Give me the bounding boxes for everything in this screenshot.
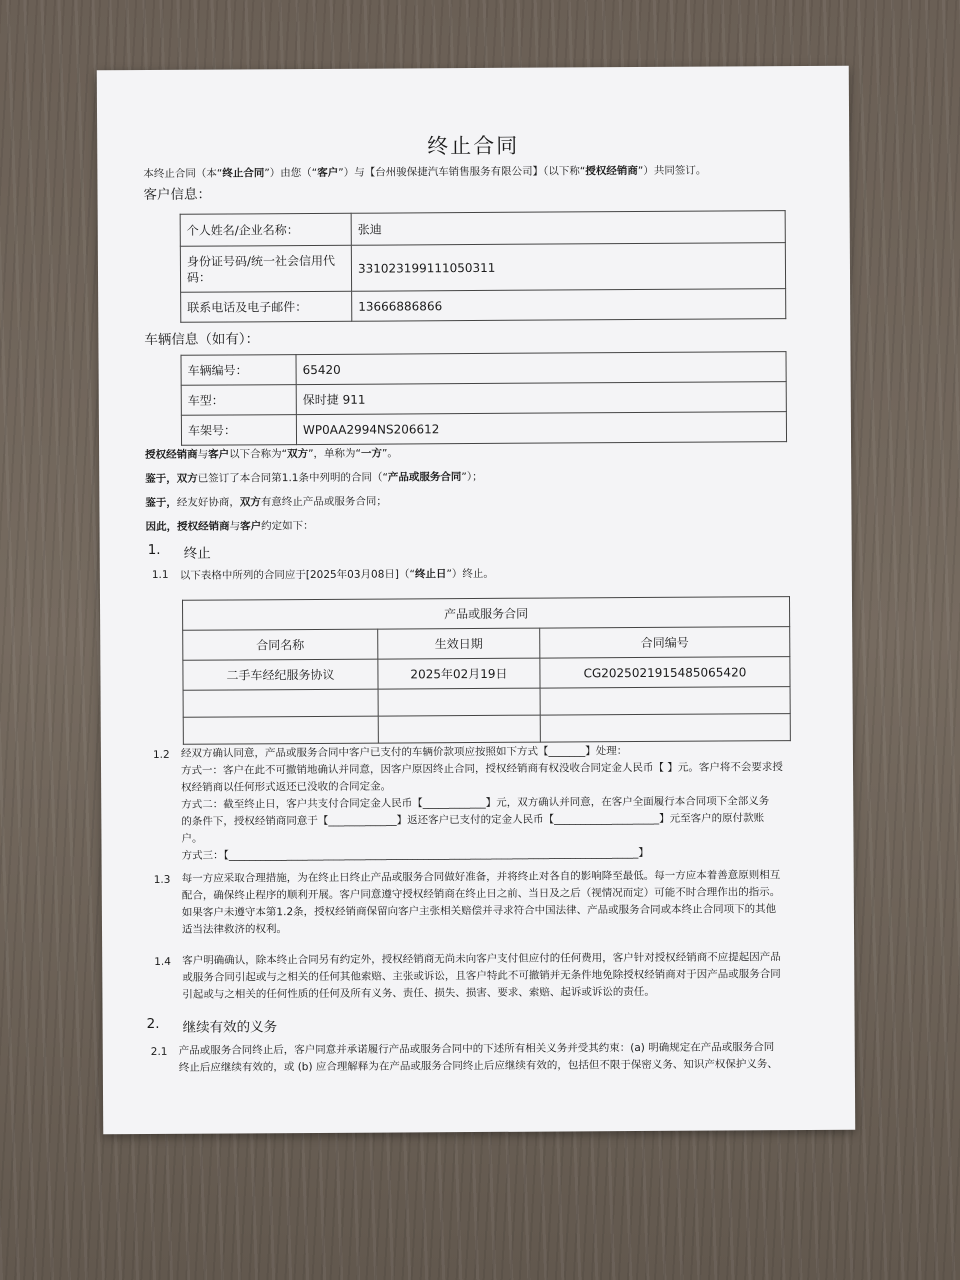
clause-text: ”）终止。 [446, 567, 494, 581]
intro-text: ”）与【台州骏保捷汽车销售服务有限公司】（以下称“ [338, 165, 586, 179]
clause-line: 客户明确确认，除本终止合同另有约定外，授权经销商无尚未向客户支付但应付的任何费用，客户针对授权经销商不应提起因产品 [182, 951, 781, 967]
table-cell [378, 688, 540, 716]
clause-line: 引起或与之相关的任何性质的任何及所有义务、责任、损失、损害、要求、索赔、起诉或诉讼的责任。 [182, 985, 655, 1001]
clause-2-1-number: 2.1 [150, 1045, 168, 1058]
therefore-bold: 因此，授权经销商 [145, 520, 230, 534]
clause-1-2-text [181, 742, 784, 865]
whereas-bold: 双方 [239, 496, 261, 509]
clause-line: 每一方应采取合理措施，为在终止日终止产品或服务合同做好准备，并将终止对各自的影响降至最低。每一方应本着善意原则相互 [181, 869, 781, 885]
clause-line: 户。 [181, 832, 203, 845]
table-cell [540, 714, 790, 743]
intro-text: 本终止合同（本“ [143, 167, 223, 181]
parties-definition [145, 446, 398, 462]
field-label: 联系电话及电子邮件： [181, 291, 352, 322]
clause-1-3-number: 1.3 [153, 873, 171, 886]
clause-line: 或服务合同引起或与之相关的任何其他索赔、主张或诉讼，且客户特此不可撤销并无条件地免除授权经销商对于因产品或服务合同 [182, 968, 781, 984]
table-header-row [183, 627, 790, 661]
def-bold: 授权经销商 [145, 448, 198, 462]
header-cell: 合同名称 [183, 629, 378, 660]
table-row [180, 243, 785, 293]
clause-1-1-text [180, 567, 494, 583]
def-bold: 客户 [208, 448, 230, 461]
field-label: 身份证号码/统一社会信用代码： [180, 245, 351, 292]
section-1-title: 终止 [183, 545, 211, 562]
clause-1-1-number: 1.1 [151, 568, 169, 581]
table-caption-row [182, 597, 789, 631]
therefore-text: 与 [229, 520, 241, 533]
whereas-bold: 双方 [176, 472, 198, 485]
clause-bold: 终止日 [414, 568, 447, 581]
table-cell [183, 689, 378, 717]
contract-page [97, 66, 855, 1135]
clause-line: 经双方确认同意，产品或服务合同中客户已支付的车辆价款项应按照如下方式【_______】处理： [180, 745, 628, 760]
def-bold: 双方 [287, 448, 309, 461]
clause-line: 方式一：客户在此不可撤销地确认并同意，因客户原因终止合同，授权经销商有权没收合同定金人民币【 】元。客户将不会要求授 [181, 761, 783, 777]
field-label: 个人姓名/企业名称： [180, 213, 351, 246]
table-row-empty [183, 714, 790, 745]
table-row [181, 352, 786, 386]
section-2-number: 2. [146, 1015, 160, 1033]
whereas-bold: 鉴于， [145, 472, 177, 486]
section-2-title: 继续有效的义务 [182, 1019, 278, 1036]
whereas-text: ”）； [461, 470, 483, 484]
intro-bold: 终止合同 [222, 167, 265, 180]
clause-line: 方式三：【______________________________________________________________________________】 [181, 846, 649, 862]
def-text: ”，单称为“ [308, 447, 361, 461]
customer-info-table [180, 210, 787, 323]
section-1-number: 1. [147, 541, 161, 559]
vehicle-info-heading: 车辆信息（如有）： [144, 331, 260, 349]
table-row-empty [183, 687, 790, 718]
intro-paragraph [143, 164, 706, 181]
clause-line: 适当法律救济的权利。 [181, 923, 288, 936]
field-value: 65420 [296, 352, 786, 385]
intro-bold: 授权经销商 [585, 165, 638, 178]
table-row [183, 657, 790, 691]
clause-line: 方式二：截至终止日，客户共支付合同定金人民币【____________】元，双方确认并同意，在客户全面履行本合同项下全部义务 [181, 795, 770, 811]
clause-1-2-number: 1.2 [152, 748, 170, 761]
field-value: 保时捷 911 [296, 382, 786, 415]
table-cell [378, 715, 540, 743]
therefore-bold: 客户 [240, 520, 262, 533]
whereas-text: 经友好协商， [176, 496, 240, 509]
vehicle-info-table [180, 351, 787, 446]
table-cell: 2025年02月19日 [378, 658, 540, 689]
customer-info-heading: 客户信息： [143, 186, 212, 204]
whereas-text: 已签订了本合同第1.1条中列明的合同（“ [197, 471, 388, 485]
clause-2-1-text [179, 1039, 778, 1077]
intro-bold: 客户 [317, 166, 339, 179]
field-value: 331023199111050311 [351, 243, 785, 292]
whereas-bold: 鉴于， [145, 496, 177, 510]
clause-text: 以下表格中所列的合同应于[2025年03月08日]（“ [179, 568, 415, 582]
def-text: 与 [197, 448, 209, 461]
therefore-text: 约定如下： [261, 519, 314, 533]
whereas-clause-1 [145, 470, 482, 486]
def-text: 以下合称为“ [229, 448, 288, 461]
table-cell [540, 687, 790, 716]
clause-line: 配合，确保终止程序的顺利开展。客户同意遵守授权经销商在终止日之前、当日及之后（视情况而定）可能不时合理作出的指示。 [181, 886, 781, 902]
therefore-clause [146, 519, 314, 534]
header-cell: 生效日期 [378, 628, 540, 659]
intro-text: ”）由您（“ [264, 166, 318, 180]
table-row [180, 211, 785, 247]
clause-1-4-number: 1.4 [154, 955, 171, 968]
table-cell: 二手车经纪服务协议 [183, 659, 378, 690]
clause-line: 终止后应继续有效的，或 (b) 应合理解释为在产品或服务合同终止后应继续有效的，包括但不限于保密义务、知识产权保护义务、 [178, 1058, 778, 1074]
table-cell [183, 716, 378, 744]
intro-text: ”）共同签订。 [637, 164, 707, 178]
field-label: 车辆编号： [181, 355, 296, 386]
contract-table [182, 596, 791, 745]
table-row [181, 289, 786, 323]
clause-line: 权经销商以任何形式返还已没收的合同定金。 [181, 780, 392, 794]
clause-line: 的条件下，授权经销商同意于【_____________】返还客户已支付的定金人民币【____________________】元至客户的原付款账 [181, 812, 765, 828]
field-label: 车型： [181, 385, 296, 416]
field-value: WP0AA2994NS206612 [296, 412, 786, 445]
whereas-bold: 产品或服务合同 [387, 471, 462, 484]
clause-1-4-text [182, 949, 781, 1004]
clause-1-3-text [182, 867, 781, 939]
field-value: 13666886866 [352, 289, 786, 322]
def-bold: 一方 [360, 447, 382, 460]
def-text: ”。 [381, 447, 398, 460]
header-cell: 合同编号 [540, 627, 790, 659]
whereas-clause-2 [145, 495, 387, 510]
table-cell: CG2025021915485065420 [540, 657, 790, 689]
whereas-text: 有意终止产品或服务合同； [260, 495, 387, 509]
clause-line: 如果客户未遵守本第1.2条，授权经销商保留向客户主张相关赔偿并寻求符合中国法律、产品或服务合同或本终止合同项下的其他 [181, 903, 777, 919]
table-row [181, 382, 786, 416]
field-value: 张迪 [351, 211, 785, 246]
document-title: 终止合同 [427, 133, 520, 159]
table-row [181, 412, 786, 446]
field-label: 车架号： [181, 415, 296, 446]
clause-line: 产品或服务合同终止后，客户同意并承诺履行产品或服务合同中的下述所有相关义务并受其约束：(a) 明确规定在产品或服务合同 [178, 1041, 775, 1057]
table-caption: 产品或服务合同 [182, 597, 789, 631]
